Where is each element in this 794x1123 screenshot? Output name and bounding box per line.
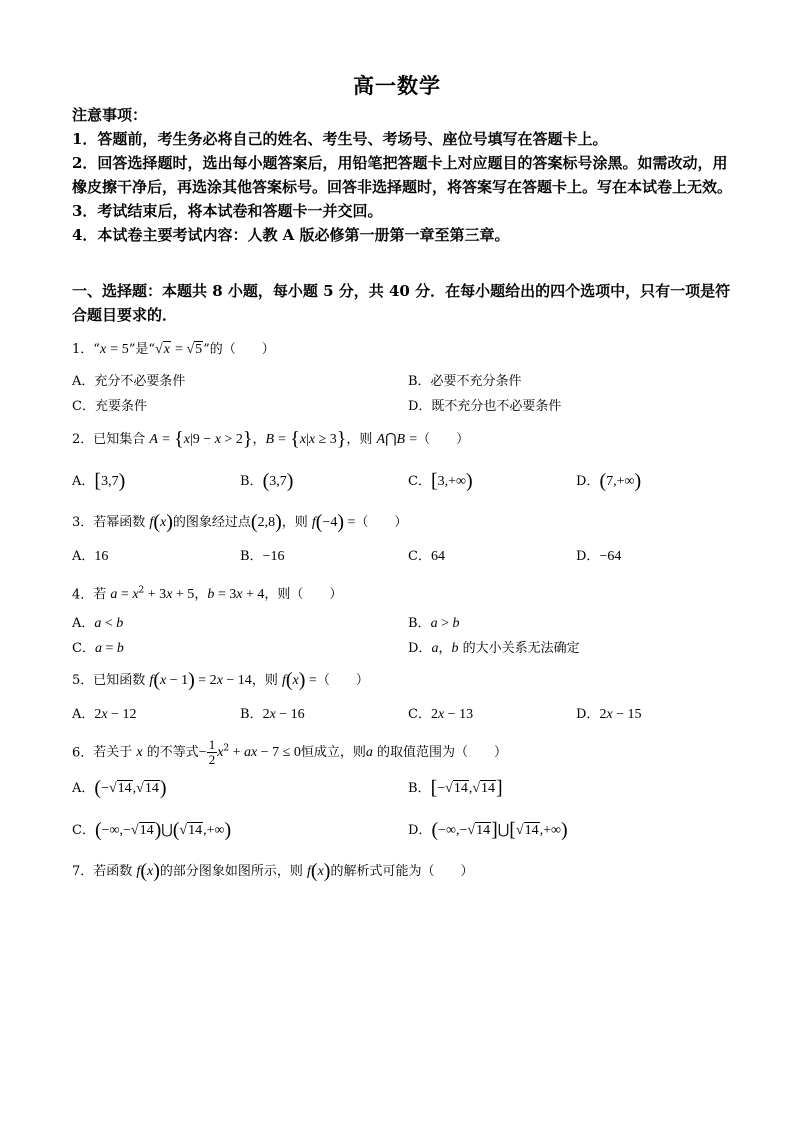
option-5d[interactable]: D．2x − 15	[576, 707, 642, 722]
question-number: 5．	[72, 673, 94, 688]
option-1c[interactable]: C．充要条件	[72, 399, 147, 414]
option-3d[interactable]: D．−64	[576, 549, 622, 564]
question-2	[72, 429, 469, 450]
question-text: 已知函数 f(x − 1) = 2x − 14，则 f(x) =（ ）	[93, 669, 369, 691]
option-5c[interactable]: C．2x − 13	[408, 707, 474, 722]
question-text: 若幂函数 f(x)的图象经过点(2,8)，则 f(−4) =（ ）	[93, 511, 408, 533]
question-5	[72, 670, 369, 691]
question-1	[72, 340, 275, 360]
question-text: 已知集合 A = {x|9 − x > 2}，B = {x|x ≥ 3}，则 A⋂B =（ ）	[93, 428, 470, 450]
option-4c[interactable]: C．a = b	[72, 641, 124, 656]
question-number: 4．	[72, 587, 94, 603]
option-5a[interactable]: A．2x − 12	[72, 707, 137, 722]
note-item-1: 1．答题前，考生务必将自己的姓名、考生号、考场号、座位号填写在答题卡上。	[72, 130, 608, 148]
option-1d[interactable]: D．既不充分也不必要条件	[408, 399, 562, 414]
page-title: 高一数学	[353, 73, 441, 98]
note-item-2: 2．回答选择题时，选出每小题答案后，用铅笔把答题卡上对应题目的答案标号涂黑。如需改动，用橡皮擦干净后，再选涂其他答案标号。回答非选择题时，将答案写在答题卡上。写在本试卷上无效。	[72, 154, 733, 196]
question-3	[72, 512, 407, 533]
question-6	[72, 734, 507, 768]
option-4a[interactable]: A．a < b	[72, 616, 124, 631]
option-6c[interactable]: C．(−∞,−√14)⋃(√14,+∞)	[72, 819, 232, 841]
question-text: “x = 5”是“√x = √5”的（ ）	[93, 342, 275, 357]
option-1a[interactable]: A．充分不必要条件	[72, 374, 186, 389]
option-1b[interactable]: B．必要不充分条件	[408, 374, 522, 389]
option-3b[interactable]: B．−16	[240, 549, 285, 564]
notes-block	[72, 103, 732, 247]
option-5b[interactable]: B．2x − 16	[240, 707, 305, 722]
option-6a[interactable]: A．(−√14,√14)	[72, 777, 167, 799]
question-text: 若关于 x 的不等式− $\frac{1}{2}$ $x^2$ + ax − 7 ≤ 0恒成立，则a 的取值范围为（ ）	[93, 737, 508, 768]
notes-heading: 注意事项：	[72, 106, 148, 124]
question-number: 6．	[72, 745, 94, 761]
option-3c[interactable]: C．64	[408, 549, 445, 564]
section-heading: 一、选择题：本题共 8 小题，每小题 5 分，共 40 分．在每小题给出的四个选项中，只有一项是符合题目要求的．	[72, 282, 731, 324]
question-7	[72, 861, 473, 882]
question-number: 7．	[72, 864, 94, 879]
option-4d[interactable]: D．a，b 的大小关系无法确定	[408, 641, 580, 656]
question-text: 若 $a = x^2 + 3x + 5$，b = 3x + 4，则（ ）	[93, 586, 343, 603]
option-6b[interactable]: B．[−√14,√14]	[408, 777, 503, 799]
note-item-4: 4．本试卷主要考试内容：人教 A 版必修第一册第一章至第三章。	[72, 226, 510, 244]
question-text: 若函数 f(x)的部分图象如图所示，则 f(x)的解析式可能为（ ）	[93, 860, 474, 882]
question-4	[72, 581, 342, 605]
question-number: 3．	[72, 515, 94, 530]
option-4b[interactable]: B．a > b	[408, 616, 460, 631]
question-number: 1．	[72, 342, 94, 357]
question-number: 2．	[72, 432, 94, 447]
option-6d[interactable]: D．(−∞,−√14]⋃[√14,+∞)	[408, 819, 568, 841]
option-2b[interactable]: B．(3,7)	[240, 470, 294, 492]
option-2d[interactable]: D．(7,+∞)	[576, 470, 642, 492]
option-2c[interactable]: C．[3,+∞)	[408, 470, 473, 492]
note-item-3: 3．考试结束后，将本试卷和答题卡一并交回。	[72, 202, 383, 220]
option-2a[interactable]: A．[3,7)	[72, 470, 126, 492]
option-3a[interactable]: A．16	[72, 549, 109, 564]
